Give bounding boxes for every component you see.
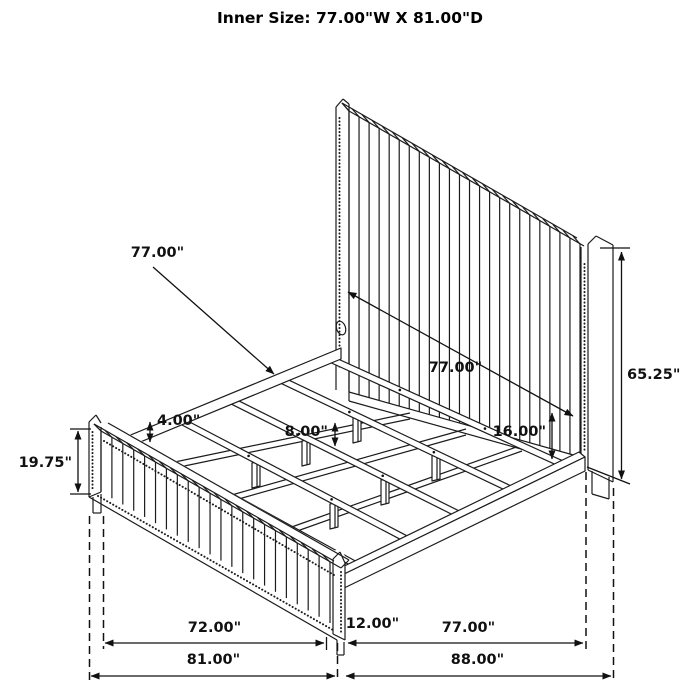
- diagram-title: Inner Size: 77.00"W X 81.00"D: [217, 9, 483, 27]
- dimension-label-slat-length: 77.00": [130, 245, 185, 261]
- dimension-label-footboard-inner-width: 72.00": [187, 620, 242, 636]
- dimension-label-footboard-outer-width: 81.00": [186, 652, 241, 668]
- dimension-label-side-rail-length: 77.00": [441, 620, 496, 636]
- dimension-label-slat-to-floor: 16.00": [492, 424, 546, 440]
- dimension-label-overall-length: 88.00": [450, 652, 505, 668]
- dimension-label-footboard-depth: 12.00": [345, 616, 400, 632]
- dimension-label-inner-width: 77.00": [428, 360, 483, 376]
- dimension-label-leg-height: 8.00": [284, 424, 328, 440]
- dimension-label-headboard-height: 65.25": [627, 367, 681, 383]
- dimension-label-rail-to-slat: 4.00": [157, 413, 201, 429]
- dimension-label-footboard-height: 19.75": [18, 455, 72, 471]
